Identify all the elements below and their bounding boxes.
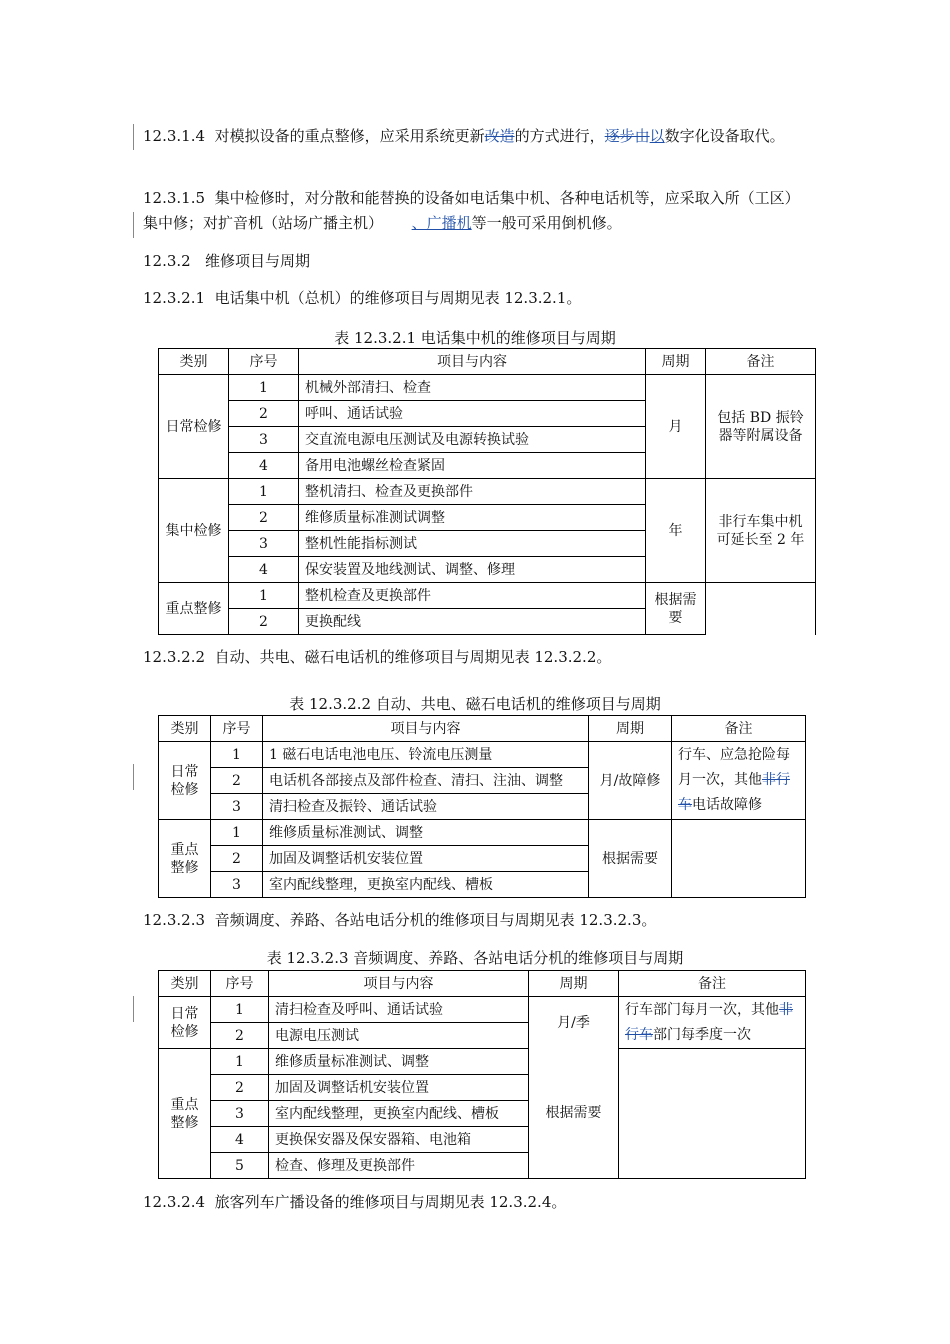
category-cell: 重点整修: [159, 820, 211, 898]
deleted-text: 非行车: [678, 772, 790, 813]
category-cell: 日常检修: [159, 997, 211, 1049]
table-row: 3 交直流电源电压测试及电源转换试验: [159, 427, 816, 453]
revision-bar: [133, 212, 134, 238]
table-row: 5 检查、修理及更换部件: [159, 1153, 806, 1179]
inserted-text: 以: [649, 127, 665, 145]
table-row: 3 室内配线整理，更换室内配线、槽板: [159, 1101, 806, 1127]
inserted-text: 、广播机: [411, 214, 472, 232]
table-row: 2 加固及调整话机安装位置: [159, 1075, 806, 1101]
table-row: 重点整修 1 维修质量标准测试、调整 根据需要: [159, 820, 806, 846]
table-row: 重点整修 1 维修质量标准测试、调整 根据需要: [159, 1049, 806, 1075]
table-row: 4 备用电池螺丝检查紧固: [159, 453, 816, 479]
table-row: 3 清扫检查及振铃、通话试验: [159, 794, 806, 820]
table-row: 2 呼叫、通话试验: [159, 401, 816, 427]
table-caption: 表 12.3.2.1 电话集中机的维修项目与周期: [334, 329, 616, 347]
clause-12-3-1-5: 12.3.1.5 集中检修时，对分散和能替换的设备如电话集中机、各种电话机等，应采取入所（工区）集中修；对扩音机（站场广播主机） 、广播机等一般可采用倒机修。: [143, 189, 800, 232]
revision-bar: [133, 764, 134, 790]
revision-bar: [133, 996, 134, 1022]
table-12-3-2-1: [158, 348, 816, 635]
section-heading: 12.3.2 维修项目与周期: [143, 252, 311, 270]
table-row: 重点整修 1 整机检查及更换部件 根据需要: [159, 583, 816, 609]
table-header-row: 类别 序号 项目与内容 周期 备注: [159, 716, 806, 742]
clause-number: 12.3.1.4: [143, 127, 206, 145]
clause-12-3-2-2: 12.3.2.2 自动、共电、磁石电话机的维修项目与周期见表 12.3.2.2。: [143, 648, 612, 666]
table-row: 3 室内配线整理，更换室内配线、槽板: [159, 872, 806, 898]
clause-12-3-2-3: 12.3.2.3 音频调度、养路、各站电话分机的维修项目与周期见表 12.3.2.3。: [143, 911, 657, 929]
remark-cell: 行车、应急抢险每月一次，其他非行车电话故障修: [672, 742, 806, 820]
category-cell: 日常检修: [159, 742, 211, 820]
clause-12-3-2-4: 12.3.2.4 旅客列车广播设备的维修项目与周期见表 12.3.2.4。: [143, 1193, 567, 1211]
table-row: 集中检修 1 整机清扫、检查及更换部件 年 非行车集中机可延长至 2 年: [159, 479, 816, 505]
table-row: 2 电源电压测试: [159, 1023, 806, 1049]
table-row: 日常检修 1 清扫检查及呼叫、通话试验 月/季 行车部门每月一次，其他非行车部门每季度一次: [159, 997, 806, 1023]
table-row: 2 电话机各部接点及部件检查、清扫、注油、调整: [159, 768, 806, 794]
table-caption: 表 12.3.2.2 自动、共电、磁石电话机的维修项目与周期: [289, 695, 661, 713]
table-row: 2 更换配线: [159, 609, 816, 635]
category-cell: 重点整修: [159, 583, 229, 635]
clause-12-3-2-1: 12.3.2.1 电话集中机（总机）的维修项目与周期见表 12.3.2.1。: [143, 289, 582, 307]
table-row: 4 保安装置及地线测试、调整、修理: [159, 557, 816, 583]
table-row: 2 维修质量标准测试调整: [159, 505, 816, 531]
clause-12-3-1-4: 12.3.1.4 对模拟设备的重点整修，应采用系统更新改造的方式进行，逐步由以数字化设备取代。: [143, 127, 785, 145]
table-row: 4 更换保安器及保安器箱、电池箱: [159, 1127, 806, 1153]
table-header-row: 类别 序号 项目与内容 周期 备注: [159, 349, 816, 375]
table-row: 日常检修 1 机械外部清扫、检查 月 包括 BD 振铃器等附属设备: [159, 375, 816, 401]
table-header-row: 类别 序号 项目与内容 周期 备注: [159, 971, 806, 997]
clause-number: 12.3.1.5: [143, 189, 206, 207]
category-cell: 集中检修: [159, 479, 229, 583]
remark-cell: 行车部门每月一次，其他非行车部门每季度一次: [619, 997, 806, 1049]
table-caption: 表 12.3.2.3 音频调度、养路、各站电话分机的维修项目与周期: [266, 949, 684, 967]
table-row: 日常检修 1 1 磁石电话电池电压、铃流电压测量 月/故障修 行车、应急抢险每月一次，其他非行车电话故障修: [159, 742, 806, 768]
table-12-3-2-2: [158, 715, 806, 898]
revision-bar: [133, 124, 134, 150]
category-cell: 重点整修: [159, 1049, 211, 1179]
category-cell: 日常检修: [159, 375, 229, 479]
table-row: 2 加固及调整话机安装位置: [159, 846, 806, 872]
deleted-text: 非行车: [625, 1001, 793, 1043]
deleted-text: 逐步由: [604, 127, 650, 145]
table-row: 3 整机性能指标测试: [159, 531, 816, 557]
table-12-3-2-3: [158, 970, 806, 1179]
deleted-text: 改造: [484, 127, 515, 145]
